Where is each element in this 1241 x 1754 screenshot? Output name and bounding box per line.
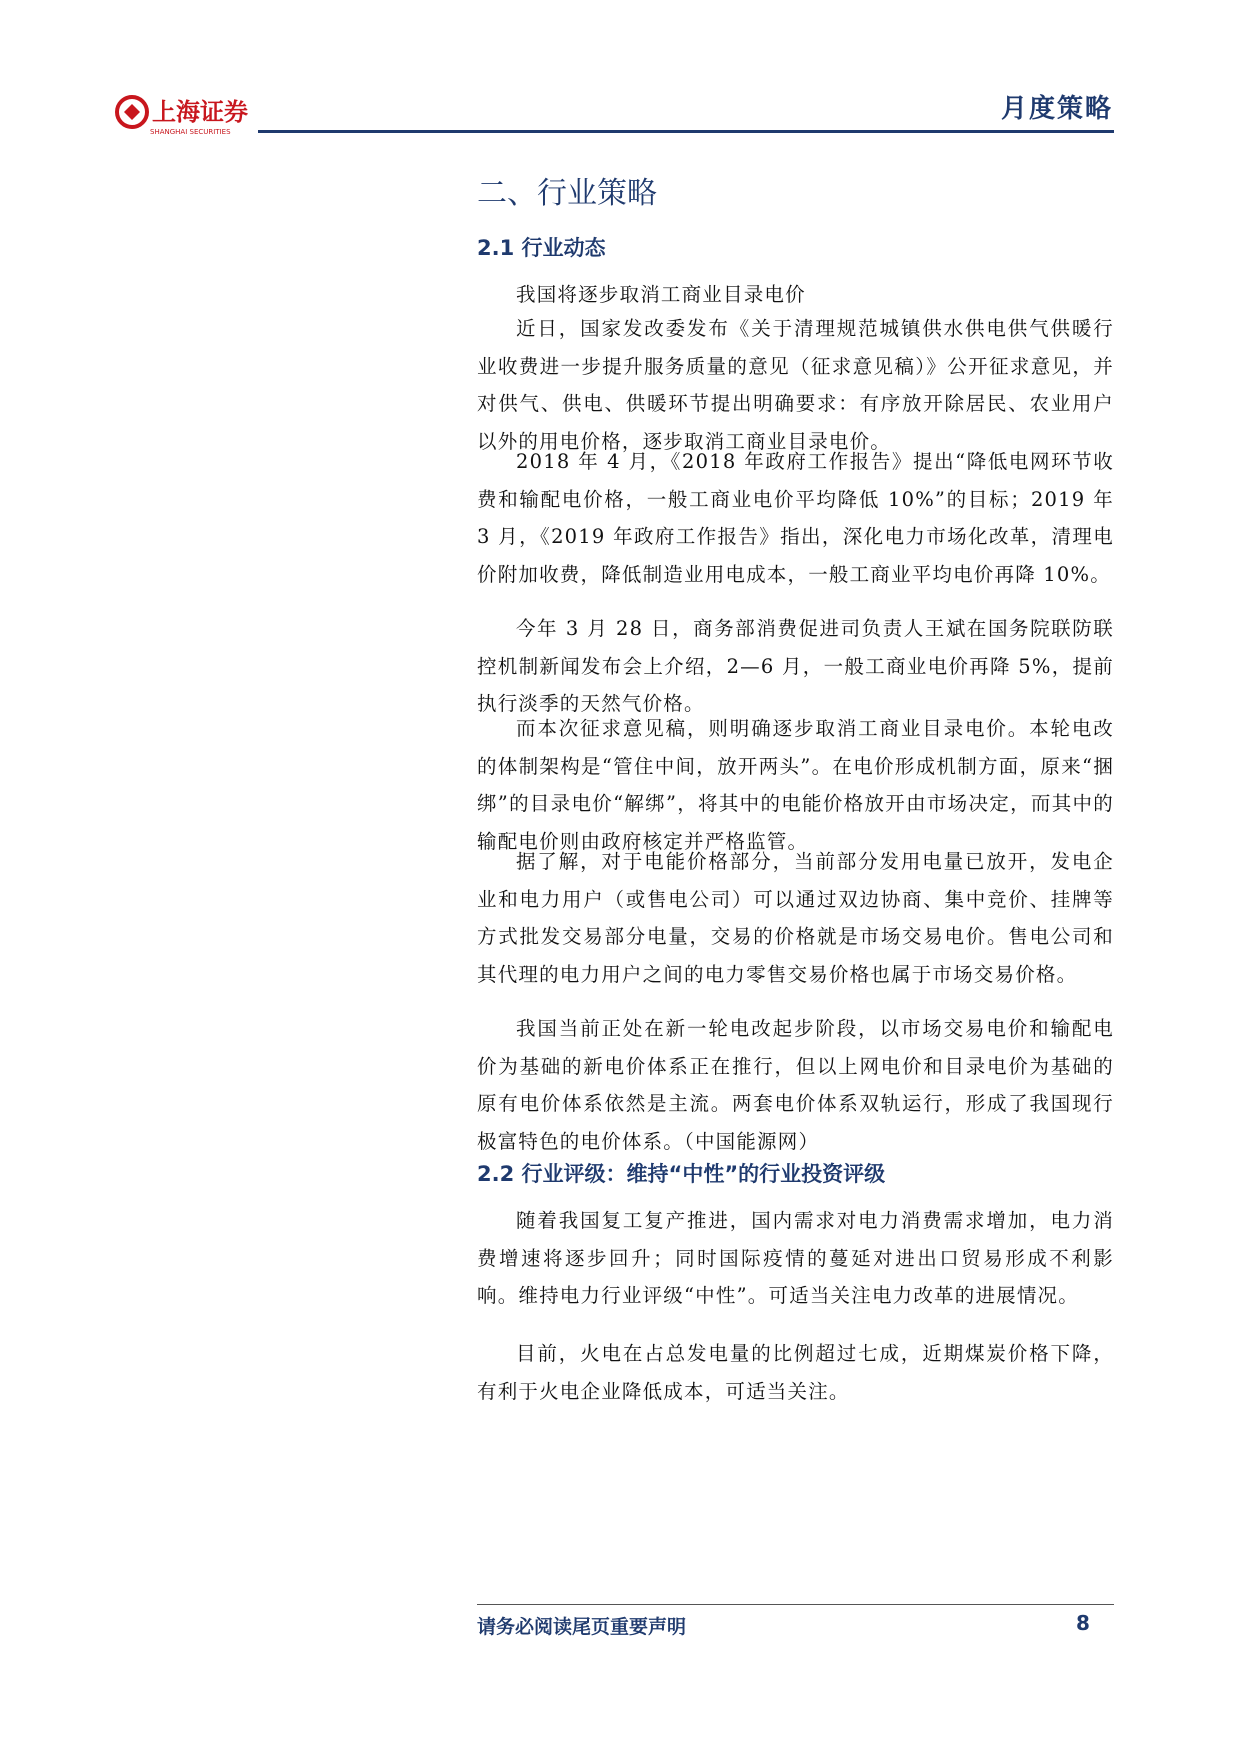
subsection-title-industry-dynamics: 2.1 行业动态 <box>477 236 606 260</box>
company-logo <box>110 92 260 138</box>
disclaimer-note: 请务必阅读尾页重要声明 <box>477 1616 687 1638</box>
section-title: 二、行业策略 <box>477 176 657 211</box>
paragraph: 近日，国家发改委发布《关于清理规范城镇供水供电供气供暖行业收费进一步提升服务质量的意见（征求意见稿）》公开征求意见，并对供气、供电、供暖环节提出明确要求：有序放开除居民、农业用户以外的用电价格，逐步取消工商业目录电价。 <box>477 317 1114 453</box>
page-header <box>0 0 1241 140</box>
logo-text: 上海证券 <box>152 97 248 126</box>
paragraph: 2018 年 4 月，《2018 年政府工作报告》提出“降低电网环节收费和输配电价格，一般工商业电价平均降低 10%”的目标；2019 年 3 月，《2019 年政府工作报告》指出，深化电力市场化改革，清理电价附加收费，降低制造业用电成本，一般工商业平均电价再降 10%。 <box>477 450 1114 586</box>
paragraph: 我国当前正处在新一轮电改起步阶段，以市场交易电价和输配电价为基础的新电价体系正在推行，但以上网电价和目录电价为基础的原有电价体系依然是主流。两套电价体系双轨运行，形成了我国现行极富特色的电价体系。（中国能源网） <box>477 1017 1114 1153</box>
paragraph: 据了解，对于电能价格部分，当前部分发用电量已放开，发电企业和电力用户（或售电公司）可以通过双边协商、集中竞价、挂牌等方式批发交易部分电量，交易的价格就是市场交易电价。售电公司和其代理的电力用户之间的电力零售交易价格也属于市场交易价格。 <box>477 850 1114 986</box>
subsection-title-industry-rating: 2.2 行业评级：维持“中性”的行业投资评级 <box>477 1162 886 1186</box>
header-divider <box>258 130 1114 133</box>
page-number: 8 <box>1076 1611 1090 1635</box>
footer-divider <box>477 1604 1114 1605</box>
paragraph: 随着我国复工复产推进，国内需求对电力消费需求增加，电力消费增速将逐步回升；同时国际疫情的蔓延对进出口贸易形成不利影响。维持电力行业评级“中性”。可适当关注电力改革的进展情况。 <box>477 1209 1114 1307</box>
logo-emblem-icon <box>110 92 260 138</box>
paragraph: 今年 3 月 28 日，商务部消费促进司负责人王斌在国务院联防联控机制新闻发布会上介绍，2—6 月，一般工商业电价再降 5%，提前执行淡季的天然气价格。 <box>477 617 1114 715</box>
paragraph: 我国将逐步取消工商业目录电价 <box>516 283 806 306</box>
paragraph: 而本次征求意见稿，则明确逐步取消工商业目录电价。本轮电改的体制架构是“管住中间，放开两头”。在电价形成机制方面，原来“捆绑”的目录电价“解绑”，将其中的电能价格放开由市场决定，而其中的输配电价则由政府核定并严格监管。 <box>477 717 1114 853</box>
paragraph: 目前，火电在占总发电量的比例超过七成，近期煤炭价格下降，有利于火电企业降低成本，可适当关注。 <box>477 1342 1114 1403</box>
logo-subtext: SHANGHAI SECURITIES <box>150 128 231 136</box>
report-type-title: 月度策略 <box>1000 94 1113 124</box>
